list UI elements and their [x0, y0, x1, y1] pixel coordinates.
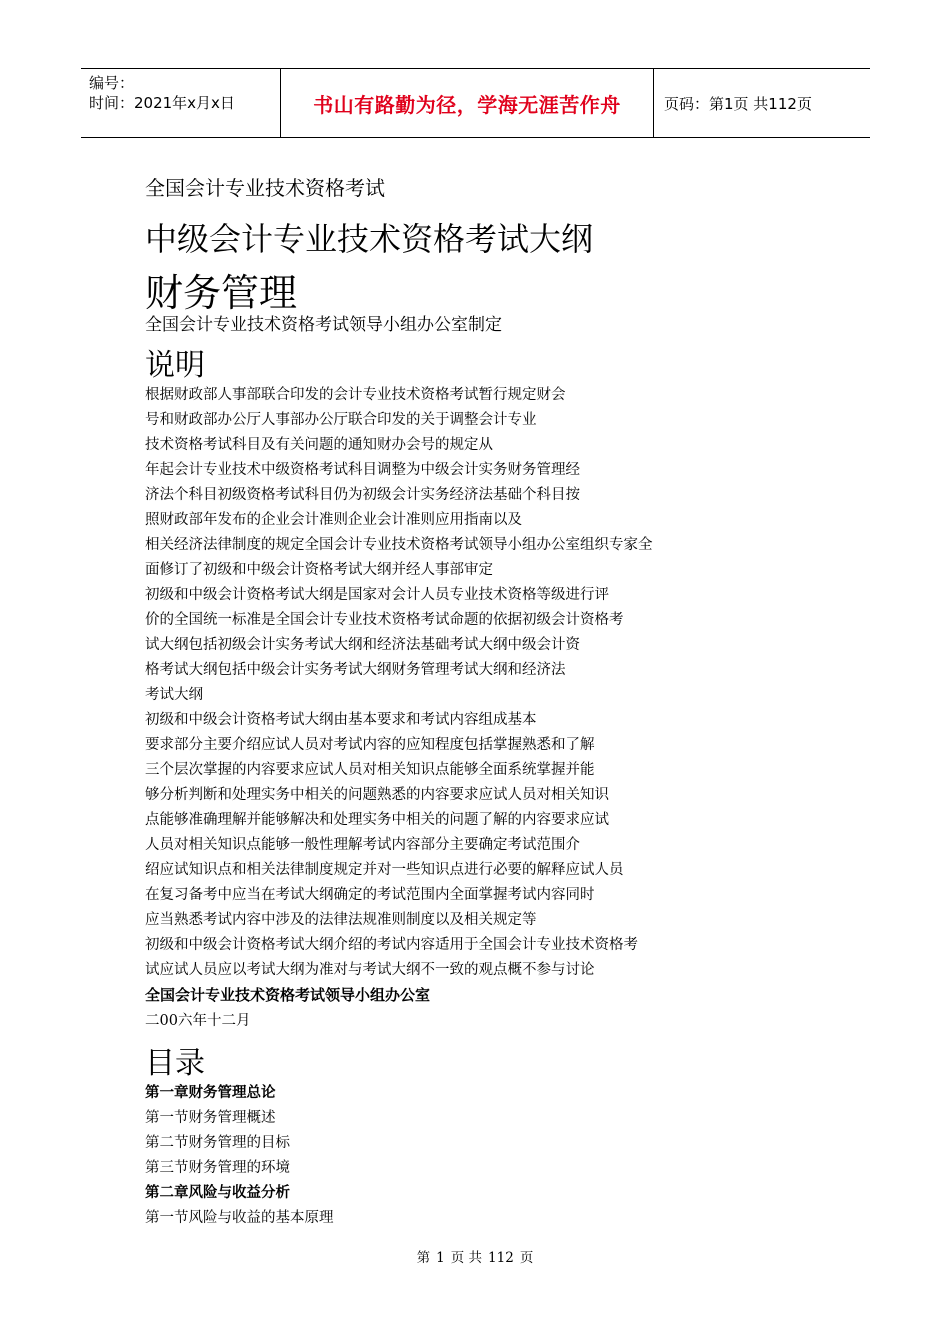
- explain-line: 号和财政部办公厅人事部办公厅联合印发的关于调整会计专业: [145, 412, 537, 428]
- explain-line: 应当熟悉考试内容中涉及的法律法规准则制度以及相关规定等: [145, 912, 537, 928]
- exam-name: 全国会计专业技术资格考试: [145, 176, 385, 200]
- toc-section[interactable]: 第三节财务管理的环境: [145, 1160, 290, 1176]
- toc-heading: 目录: [145, 1046, 205, 1081]
- explain-line: 相关经济法律制度的规定全国会计专业技术资格考试领导小组办公室组织专家全: [145, 537, 653, 553]
- explain-line: 试应试人员应以考试大纲为准对与考试大纲不一致的观点概不参与讨论: [145, 962, 595, 978]
- explain-line: 初级和中级会计资格考试大纲介绍的考试内容适用于全国会计专业技术资格考: [145, 937, 638, 953]
- explain-line: 年起会计专业技术中级资格考试科目调整为中级会计实务财务管理经: [145, 462, 580, 478]
- explain-line: 要求部分主要介绍应试人员对考试内容的应知程度包括掌握熟悉和了解: [145, 737, 595, 753]
- outline-title: 中级会计专业技术资格考试大纲: [145, 220, 594, 258]
- explain-line: 考试大纲: [145, 687, 203, 703]
- toc-section[interactable]: 第一节财务管理概述: [145, 1110, 276, 1126]
- explain-line: 够分析判断和处理实务中相关的问题熟悉的内容要求应试人员对相关知识: [145, 787, 609, 803]
- number-label: 编号：: [89, 74, 135, 92]
- footer-total: 112: [488, 1250, 514, 1266]
- toc-chapter[interactable]: 第一章财务管理总论: [145, 1085, 276, 1101]
- explain-heading: 说明: [145, 348, 205, 383]
- explain-line: 格考试大纲包括中级会计实务考试大纲财务管理考试大纲和经济法: [145, 662, 566, 678]
- explain-line: 三个层次掌握的内容要求应试人员对相关知识点能够全面系统掌握并能: [145, 762, 595, 778]
- explain-line: 济法个科目初级资格考试科目仍为初级会计实务经济法基础个科目按: [145, 487, 580, 503]
- explain-line: 照财政部年发布的企业会计准则企业会计准则应用指南以及: [145, 512, 522, 528]
- explain-line: 初级和中级会计资格考试大纲由基本要求和考试内容组成基本: [145, 712, 537, 728]
- footer-mid: 页 共: [450, 1250, 483, 1266]
- explain-line: 绍应试知识点和相关法律制度规定并对一些知识点进行必要的解释应试人员: [145, 862, 624, 878]
- explain-line: 技术资格考试科目及有关问题的通知财办会号的规定从: [145, 437, 493, 453]
- explain-line: 试大纲包括初级会计实务考试大纲和经济法基础考试大纲中级会计资: [145, 637, 580, 653]
- explain-line: 初级和中级会计资格考试大纲是国家对会计人员专业技术资格等级进行评: [145, 587, 609, 603]
- footer-page: 1: [436, 1250, 445, 1266]
- toc-list: [145, 1081, 334, 1231]
- time-label: 时间：2021年x月x日: [89, 94, 235, 112]
- signature: 全国会计专业技术资格考试领导小组办公室: [145, 986, 431, 1004]
- header-motto: 书山有路勤为径，学海无涯苦作舟: [313, 92, 621, 117]
- toc-chapter[interactable]: 第二章风险与收益分析: [145, 1185, 290, 1201]
- footer-prefix: 第: [416, 1250, 431, 1266]
- toc-section[interactable]: 第二节财务管理的目标: [145, 1135, 290, 1151]
- header-page-info: 页码：第1页 共112页: [664, 94, 812, 113]
- explain-line: 面修订了初级和中级会计资格考试大纲并经人事部审定: [145, 562, 493, 578]
- footer-suffix: 页: [519, 1250, 534, 1266]
- maker-line: 全国会计专业技术资格考试领导小组办公室制定: [145, 315, 502, 335]
- date-line: 二00六年十二月: [145, 1013, 251, 1029]
- header-meta: [89, 73, 279, 113]
- page-header: [81, 68, 870, 138]
- explain-line: 根据财政部人事部联合印发的会计专业技术资格考试暂行规定财会: [145, 387, 566, 403]
- header-divider: [653, 69, 654, 137]
- page-footer: [0, 1246, 950, 1266]
- explain-paragraph: [145, 383, 653, 983]
- explain-line: 在复习备考中应当在考试大纲确定的考试范围内全面掌握考试内容同时: [145, 887, 595, 903]
- explain-line: 价的全国统一标准是全国会计专业技术资格考试命题的依据初级会计资格考: [145, 612, 624, 628]
- subject-title: 财务管理: [145, 271, 298, 315]
- toc-section[interactable]: 第一节风险与收益的基本原理: [145, 1210, 334, 1226]
- explain-line: 人员对相关知识点能够一般性理解考试内容部分主要确定考试范围介: [145, 837, 580, 853]
- explain-line: 点能够准确理解并能够解决和处理实务中相关的问题了解的内容要求应试: [145, 812, 609, 828]
